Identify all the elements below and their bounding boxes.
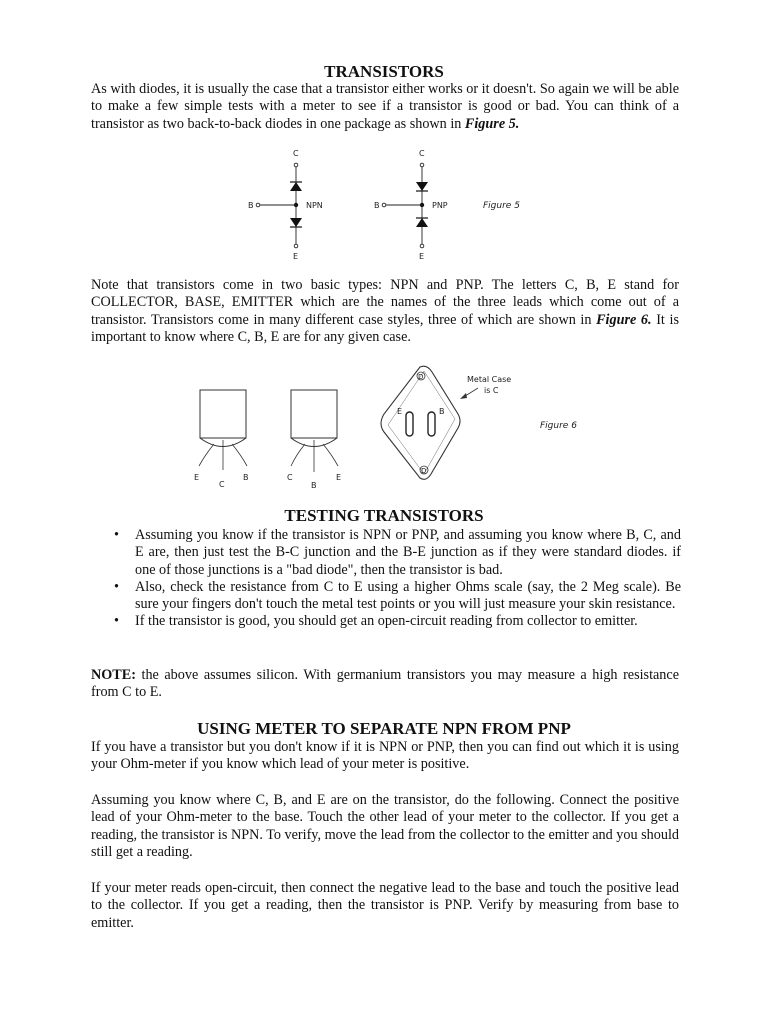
- figure-5-diagram: [0, 0, 768, 270]
- note-paragraph: [91, 667, 679, 702]
- to3-metal-case: [381, 366, 511, 479]
- bullet-text: Assuming you know if the transistor is NPN or PNP, and assuming you know where B, C, and E are, then just test the B-C junction and the B-E junction as if they were standard diodes. if one of those junctions is a "bad diode", then the transistor is bad.: [135, 527, 681, 578]
- figure5-caption: Figure 5: [483, 201, 520, 211]
- metal-case-note-line1: Metal Case: [467, 375, 512, 384]
- figure6-reference: Figure 6.: [596, 311, 652, 328]
- pnp-upper-diode-icon: [416, 182, 428, 191]
- separate-paragraph-3: If your meter reads open-circuit, then connect the negative lead to the base and touch the positive lead to the collector. If you get a reading, then the transistor is PNP. Verify by measuring from base to emitter.: [91, 880, 679, 931]
- bullet-icon: •: [114, 527, 119, 543]
- case2-right-lead-label: E: [336, 473, 342, 482]
- intro-text: As with diodes, it is usually the case that a transistor either works or it doesn't. So again we will be able to make a few simple tests with a meter to see if a transistor is good or bad. You can think of a transistor as two back-to-back diodes in one package as shown in: [91, 81, 679, 132]
- transistor-types-paragraph: [91, 277, 679, 346]
- case2-left-lead-label: C: [287, 473, 293, 482]
- pnp-collector-label: C: [419, 149, 425, 158]
- case1-right-lead-label: B: [243, 473, 249, 482]
- metal-case-base-label: B: [439, 407, 445, 416]
- pnp-base-label: B: [374, 201, 380, 210]
- npn-type-label: NPN: [306, 201, 323, 210]
- types-tail: It is important to know where C, B, E are for any given case.: [91, 311, 679, 345]
- separate-paragraph-2: Assuming you know where C, B, and E are on the transistor, do the following. Connect the positive lead of your Ohm-meter to the base. Touch the other lead of your meter to the collector. If you get a reading, the transistor is NPN. To verify, move the lead from the collector to the emitter and you should still get a reading.: [91, 792, 679, 860]
- bullet-item: [91, 527, 681, 579]
- types-text: Note that transistors come in two basic types: NPN and PNP. The letters C, B, E stand for COLLECTOR, BASE, EMITTER which are the names of the three leads which come out of a transistor. Transistors come in many different case styles, three of which are shown in: [91, 277, 679, 328]
- pnp-emitter-label: E: [419, 252, 425, 261]
- note-label: NOTE:: [91, 667, 136, 683]
- heading-testing-transistors: TESTING TRANSISTORS: [284, 506, 484, 525]
- bullet-item: [91, 579, 681, 614]
- figure-6-diagram: [0, 355, 768, 500]
- figure6-caption: Figure 6: [540, 421, 577, 431]
- pnp-type-label: PNP: [432, 201, 448, 210]
- npn-upper-diode-icon: [290, 182, 302, 191]
- heading-separate-npn-pnp: USING METER TO SEPARATE NPN FROM PNP: [197, 719, 571, 738]
- base-pin-icon: [428, 412, 435, 436]
- bullet-text: Also, check the resistance from C to E using a higher Ohms scale (say, the 2 Meg scale). Be sure your fingers don't touch the metal test points or you will just measure your skin resistance.: [135, 578, 681, 613]
- npn-lower-diode-icon: [290, 218, 302, 227]
- metal-case-bottom-hole-label: D: [421, 467, 427, 475]
- testing-bullet-list: [91, 527, 681, 631]
- note-text: the above assumes silicon. With germanium transistors you may measure a high resistance from C to E.: [91, 667, 679, 701]
- case1-left-lead-label: E: [194, 473, 200, 482]
- to92-case-1: [194, 390, 249, 489]
- metal-case-emitter-label: E: [397, 407, 403, 416]
- pnp-symbol: [374, 149, 448, 261]
- metal-case-note-line2: is C: [484, 386, 499, 395]
- figure5-reference: Figure 5.: [464, 115, 520, 132]
- case2-mid-lead-label: B: [311, 481, 317, 490]
- bullet-icon: •: [114, 578, 119, 595]
- emitter-pin-icon: [406, 412, 413, 436]
- bullet-item: [91, 613, 681, 630]
- heading-transistors: TRANSISTORS: [324, 62, 444, 81]
- npn-base-label: B: [248, 201, 254, 210]
- npn-collector-label: C: [293, 149, 299, 158]
- npn-emitter-label: E: [293, 252, 299, 261]
- pnp-lower-diode-icon: [416, 218, 428, 227]
- to92-case-2: [287, 390, 341, 490]
- separate-paragraph-1: If you have a transistor but you don't know if it is NPN or PNP, then you can find out which it is using your Ohm-meter if you know which lead of your meter is positive.: [91, 739, 679, 773]
- npn-symbol: [248, 149, 323, 261]
- case1-mid-lead-label: C: [219, 480, 225, 489]
- metal-case-top-hole-label: D: [418, 373, 424, 381]
- bullet-icon: •: [114, 613, 119, 630]
- bullet-text: If the transistor is good, you should get an open-circuit reading from collector to emitter.: [135, 613, 638, 630]
